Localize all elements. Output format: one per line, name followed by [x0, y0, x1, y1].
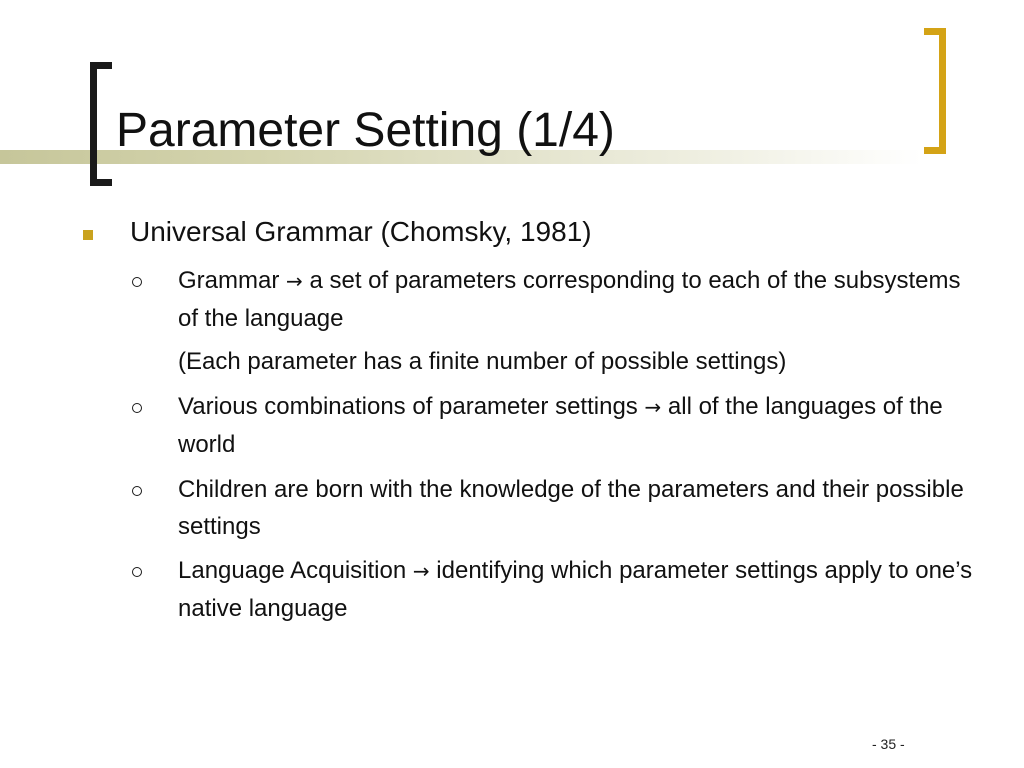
sub-bullet-text: Language Acquisition [178, 557, 407, 584]
sub-bullet-grammar [178, 262, 978, 337]
sub-bullet-text: identifying which parameter settings apply to one’s native language [178, 557, 973, 622]
right-arrow-icon: → [286, 269, 303, 293]
sub-bullet-text: Grammar [178, 267, 280, 294]
sub-bullet-text: all of the languages of the world [178, 393, 943, 458]
sub-bullet-text: a set of parameters corresponding to each of the subsystems of the language [178, 267, 961, 332]
bullet-universal-grammar: Universal Grammar (Chomsky, 1981) [130, 216, 592, 247]
right-arrow-icon: → [412, 559, 430, 583]
right-bracket-decoration [924, 28, 946, 154]
hollow-circle-bullet-icon [132, 277, 142, 287]
page-number: - 35 - [872, 736, 905, 752]
hollow-circle-bullet-icon [132, 486, 142, 496]
hollow-circle-bullet-icon [132, 403, 142, 413]
sub-bullet-text: Various combinations of parameter settings [178, 393, 638, 420]
left-bracket-decoration [90, 62, 112, 186]
slide-title: Parameter Setting (1/4) [116, 104, 615, 157]
right-arrow-icon: → [644, 395, 662, 419]
square-bullet-icon [83, 230, 93, 240]
sub-bullet-combinations [178, 388, 978, 463]
sub-bullet-children: Children are born with the knowledge of the parameters and their possible settings [178, 476, 964, 540]
sub-bullet-note: (Each parameter has a finite number of possible settings) [178, 348, 787, 375]
sub-bullet-language-acquisition [178, 552, 978, 627]
hollow-circle-bullet-icon [132, 567, 142, 577]
